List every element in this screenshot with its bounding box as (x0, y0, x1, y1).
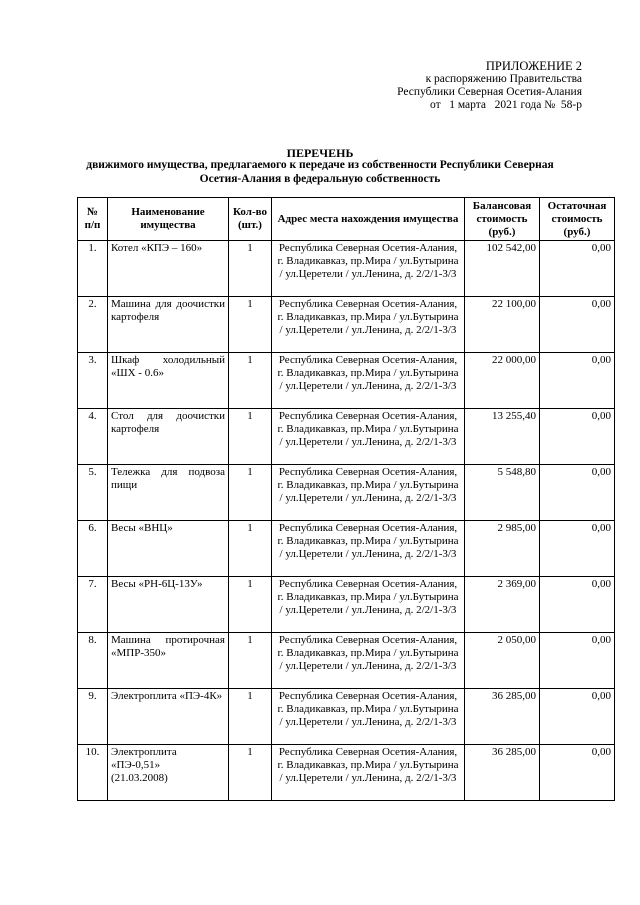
item-name-text: Весы «РН-6Ц-13У» (111, 578, 203, 590)
item-name-text: Тележка для подвоза пищи (111, 466, 225, 491)
balance-value: 13 255,40 (465, 409, 540, 465)
residual-value: 0,00 (540, 241, 615, 297)
appendix-date-line: от 1 марта 2021 года № 58-р (429, 99, 582, 111)
item-quantity: 1 (229, 353, 272, 409)
item-note: (21.03.2008) (111, 772, 168, 784)
row-number: 4. (78, 409, 108, 465)
residual-value: 0,00 (540, 689, 615, 745)
item-name (108, 745, 229, 801)
residual-value: 0,00 (540, 745, 615, 801)
residual-value: 0,00 (540, 465, 615, 521)
row-number: 9. (78, 689, 108, 745)
appendix-line: к распоряжению Правительства (425, 73, 582, 85)
row-number: 10. (78, 745, 108, 801)
item-address: Республика Северная Осетия-Алания, г. Владикавказ, пр.Мира / ул.Бутырина / ул.Церетели / ул.Ленина, д. 2/2/1-3/3 (272, 689, 465, 745)
table-header-row (78, 198, 615, 241)
row-number: 6. (78, 521, 108, 577)
header-residual: Остаточная стоимость (руб.) (540, 198, 615, 241)
item-quantity: 1 (229, 409, 272, 465)
row-number: 2. (78, 297, 108, 353)
item-name (108, 689, 229, 745)
balance-value: 2 369,00 (465, 577, 540, 633)
table-row (78, 577, 615, 633)
balance-value: 2 985,00 (465, 521, 540, 577)
table-row (78, 241, 615, 297)
document-subtitle: движимого имущества, предлагаемого к передаче из собственности Республики Северная Осетия-Алания в федеральную собственность (86, 159, 554, 185)
item-name-text: Шкаф холодильный «ШХ - 0.6» (111, 354, 225, 379)
balance-value: 5 548,80 (465, 465, 540, 521)
header-address: Адрес места нахождения имущества (272, 198, 465, 241)
item-address: Республика Северная Осетия-Алания, г. Владикавказ, пр.Мира / ул.Бутырина / ул.Церетели / ул.Ленина, д. 2/2/1-3/3 (272, 633, 465, 689)
header-name: Наименование имущества (108, 198, 229, 241)
header-qty: Кол-во (шт.) (229, 198, 272, 241)
header-num: № п/п (78, 198, 108, 241)
residual-value: 0,00 (540, 409, 615, 465)
item-name-text: Электроплита «ПЭ-4К» (111, 690, 223, 702)
row-number: 3. (78, 353, 108, 409)
item-name (108, 521, 229, 577)
property-table (77, 197, 615, 801)
balance-value: 102 542,00 (465, 241, 540, 297)
item-name-text: Машина для доочистки картофеля (111, 298, 225, 323)
item-name (108, 353, 229, 409)
item-quantity: 1 (229, 577, 272, 633)
table-row (78, 745, 615, 801)
item-name-text: Весы «ВНЦ» (111, 522, 173, 534)
row-number: 7. (78, 577, 108, 633)
item-address: Республика Северная Осетия-Алания, г. Владикавказ, пр.Мира / ул.Бутырина / ул.Церетели / ул.Ленина, д. 2/2/1-3/3 (272, 297, 465, 353)
balance-value: 36 285,00 (465, 745, 540, 801)
item-name (108, 297, 229, 353)
item-quantity: 1 (229, 297, 272, 353)
item-name-text: Стол для доочистки картофеля (111, 410, 225, 435)
residual-value: 0,00 (540, 521, 615, 577)
balance-value: 2 050,00 (465, 633, 540, 689)
appendix-block (282, 60, 582, 112)
item-quantity: 1 (229, 745, 272, 801)
residual-value: 0,00 (540, 353, 615, 409)
item-name (108, 465, 229, 521)
item-name-text: Машина протирочная «МПР-350» (111, 634, 225, 659)
residual-value: 0,00 (540, 577, 615, 633)
table-row (78, 409, 615, 465)
table-row (78, 689, 615, 745)
item-name-text: Котел «КПЭ – 160» (111, 242, 203, 254)
header-balance: Балансовая стоимость (руб.) (465, 198, 540, 241)
row-number: 5. (78, 465, 108, 521)
item-name-text: Электроплита «ПЭ-0,51» (111, 746, 177, 771)
table-row (78, 521, 615, 577)
row-number: 8. (78, 633, 108, 689)
appendix-title: ПРИЛОЖЕНИЕ 2 (485, 59, 582, 73)
table-row (78, 633, 615, 689)
table-row (78, 465, 615, 521)
item-name (108, 241, 229, 297)
balance-value: 22 000,00 (465, 353, 540, 409)
table-row (78, 353, 615, 409)
item-address: Республика Северная Осетия-Алания, г. Владикавказ, пр.Мира / ул.Бутырина / ул.Церетели / ул.Ленина, д. 2/2/1-3/3 (272, 409, 465, 465)
document-title: ПЕРЕЧЕНЬ (286, 146, 354, 160)
balance-value: 36 285,00 (465, 689, 540, 745)
item-quantity: 1 (229, 465, 272, 521)
residual-value: 0,00 (540, 297, 615, 353)
balance-value: 22 100,00 (465, 297, 540, 353)
item-quantity: 1 (229, 241, 272, 297)
item-address: Республика Северная Осетия-Алания, г. Владикавказ, пр.Мира / ул.Бутырина / ул.Церетели / ул.Ленина, д. 2/2/1-3/3 (272, 353, 465, 409)
item-name (108, 633, 229, 689)
item-address: Республика Северная Осетия-Алания, г. Владикавказ, пр.Мира / ул.Бутырина / ул.Церетели / ул.Ленина, д. 2/2/1-3/3 (272, 521, 465, 577)
item-address: Республика Северная Осетия-Алания, г. Владикавказ, пр.Мира / ул.Бутырина / ул.Церетели / ул.Ленина, д. 2/2/1-3/3 (272, 745, 465, 801)
table-row (78, 297, 615, 353)
item-address: Республика Северная Осетия-Алания, г. Владикавказ, пр.Мира / ул.Бутырина / ул.Церетели / ул.Ленина, д. 2/2/1-3/3 (272, 577, 465, 633)
appendix-line: Республики Северная Осетия-Алания (397, 86, 582, 98)
item-address: Республика Северная Осетия-Алания, г. Владикавказ, пр.Мира / ул.Бутырина / ул.Церетели / ул.Ленина, д. 2/2/1-3/3 (272, 465, 465, 521)
row-number: 1. (78, 241, 108, 297)
item-quantity: 1 (229, 521, 272, 577)
item-name (108, 577, 229, 633)
item-address: Республика Северная Осетия-Алания, г. Владикавказ, пр.Мира / ул.Бутырина / ул.Церетели / ул.Ленина, д. 2/2/1-3/3 (272, 241, 465, 297)
item-quantity: 1 (229, 689, 272, 745)
residual-value: 0,00 (540, 633, 615, 689)
item-quantity: 1 (229, 633, 272, 689)
item-name (108, 409, 229, 465)
